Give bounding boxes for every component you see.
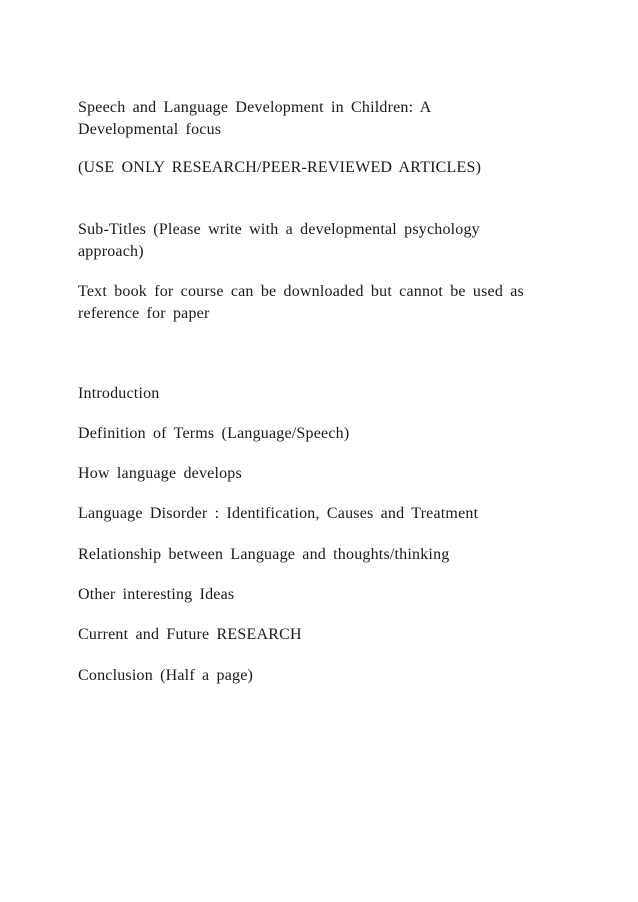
title-line-2: Developmental focus bbox=[78, 121, 222, 138]
section-definition-of-terms: Definition of Terms (Language/Speech) bbox=[78, 425, 350, 442]
title-line-1: Speech and Language Development in Children: A bbox=[78, 99, 432, 116]
section-conclusion: Conclusion (Half a page) bbox=[78, 667, 254, 684]
section-language-and-thinking: Relationship between Language and thoughts/thinking bbox=[78, 546, 450, 563]
section-other-ideas: Other interesting Ideas bbox=[78, 586, 235, 603]
subtitles-line-1: Sub-Titles (Please write with a developmental psychology bbox=[78, 221, 480, 238]
section-how-language-develops: How language develops bbox=[78, 465, 242, 482]
textbook-line-2: reference for paper bbox=[78, 305, 210, 322]
section-language-disorder: Language Disorder : Identification, Causes and Treatment bbox=[78, 505, 479, 522]
textbook-line-1: Text book for course can be downloaded but cannot be used as bbox=[78, 283, 524, 300]
section-introduction: Introduction bbox=[78, 385, 160, 402]
section-current-future-research: Current and Future RESEARCH bbox=[78, 626, 302, 643]
subtitles-line-2: approach) bbox=[78, 243, 144, 260]
instruction-text: (USE ONLY RESEARCH/PEER-REVIEWED ARTICLES) bbox=[78, 159, 482, 176]
